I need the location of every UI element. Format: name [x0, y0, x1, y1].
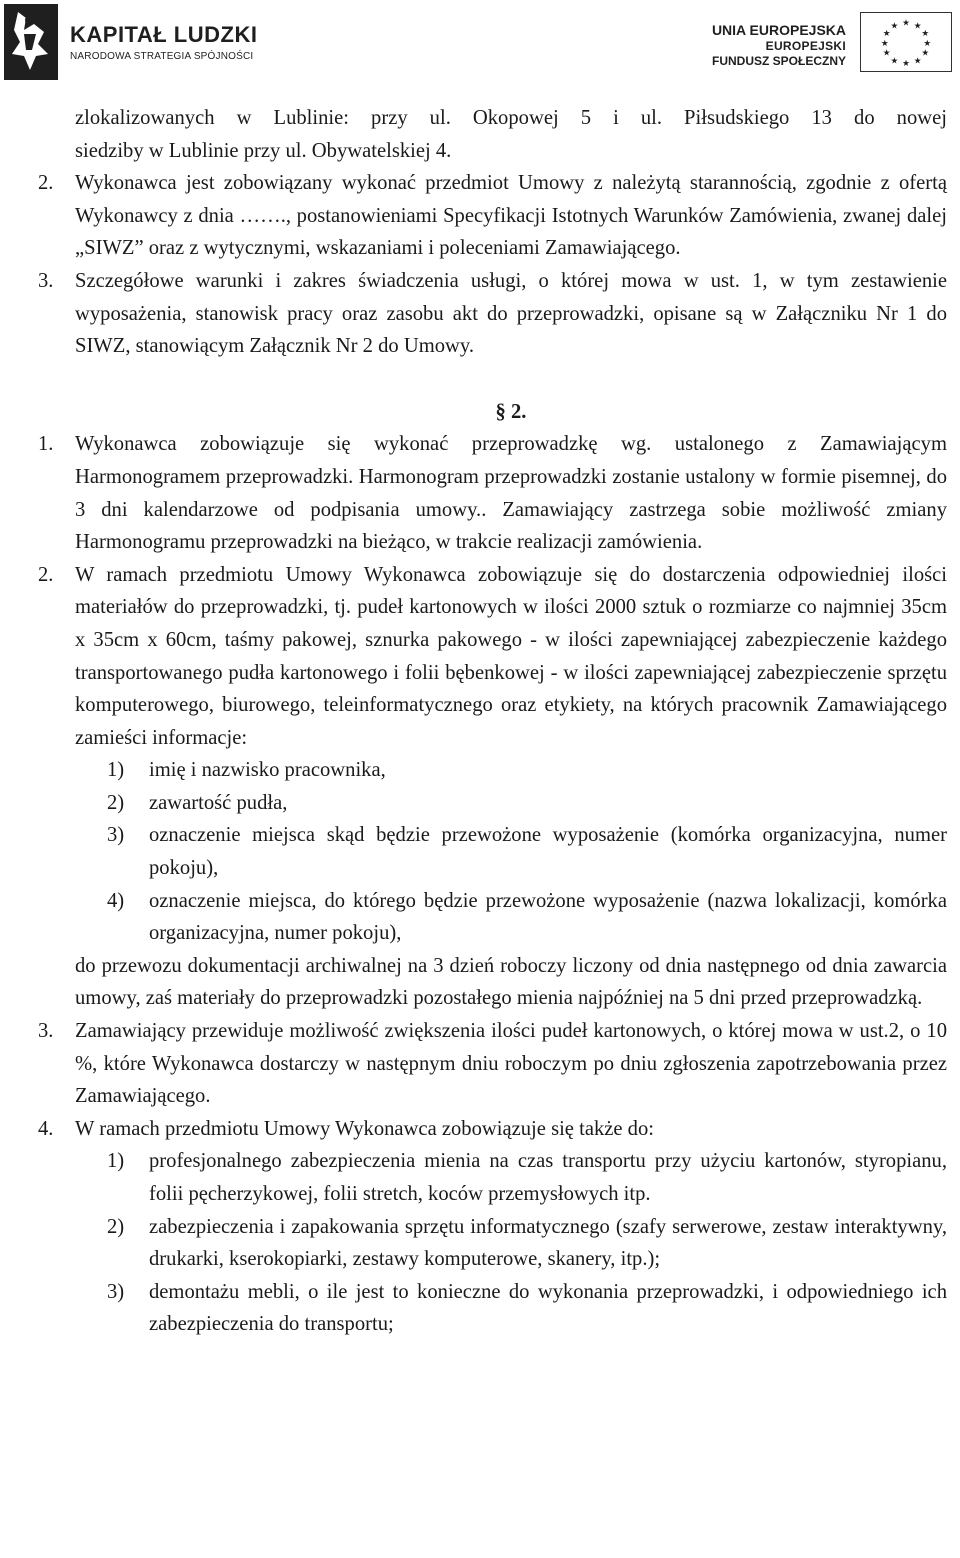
sub-item-text: zabezpieczenia i zapakowania sprzętu informatycznego (szafy serwerowe, zestaw interaktywny, drukarki, kserokopiarki, zestawy komputerowe, skanery, itp.);	[149, 1215, 947, 1271]
svg-text:★: ★	[913, 56, 922, 67]
item-closing-text: do przewozu dokumentacji archiwalnej na 3 dzień roboczy liczony od dnia następnego od dnia zawarcia umowy, zaś materiały do przeprowadzki pozostałego mienia najpóźniej na 5 dni przed przeprowadzką.	[75, 954, 947, 1010]
sub-item	[75, 754, 947, 787]
continuation-line-1: zlokalizowanych w Lublinie: przy ul. Okopowej 5 i ul. Piłsudskiego 13 do nowej	[75, 107, 947, 129]
list-item	[38, 559, 947, 1015]
sub-item-number: 1)	[107, 759, 125, 782]
sub-item-number: 3)	[107, 1280, 125, 1303]
svg-text:★: ★	[921, 29, 930, 40]
item-text: Szczegółowe warunki i zakres świadczenia usługi, o której mowa w ust. 1, w tym zestawienie wyposażenia, stanowisk pracy oraz zasobu akt do przeprowadzki, opisane są w Załączniku Nr 1 do SIWZ, stanowiącym Załącznik Nr 2 do Umowy.	[75, 269, 947, 358]
item-number: 2.	[38, 563, 54, 586]
sub-item	[75, 787, 947, 820]
sub-item-text: oznaczenie miejsca skąd będzie przewożone wyposażenie (komórka organizacyjna, numer pokoju),	[149, 824, 947, 880]
eu-flag-icon	[860, 12, 952, 72]
item-number: 4.	[38, 1117, 54, 1140]
item-text: W ramach przedmiotu Umowy Wykonawca zobowiązuje się także do:	[75, 1117, 654, 1140]
sub-item-text: zawartość pudła,	[149, 791, 288, 814]
sub-item-number: 1)	[107, 1150, 125, 1173]
list-item	[38, 167, 947, 265]
svg-text:★: ★	[902, 18, 910, 29]
section-heading: § 2.	[495, 400, 527, 423]
eu-line2: EUROPEJSKI	[765, 39, 846, 53]
svg-text:★: ★	[921, 48, 930, 59]
sub-item	[75, 1276, 947, 1341]
sub-item	[75, 1145, 947, 1210]
sub-item	[75, 819, 947, 884]
item-number: 3.	[38, 1020, 54, 1043]
sub-item-text: demontażu mebli, o ile jest to konieczne do wykonania przeprowadzki, i odpowiedniego ich zabezpieczenia do transportu;	[149, 1280, 947, 1336]
sub-item-number: 3)	[107, 824, 125, 847]
list-item	[38, 265, 947, 363]
item-number: 2.	[38, 172, 54, 195]
eu-line1: UNIA EUROPEJSKA	[711, 22, 846, 38]
sub-item-text: profesjonalnego zabezpieczenia mienia na czas transportu przy użyciu kartonów, styropianu, folii pęcherzykowej, folii stretch, koców przemysłowych itp.	[149, 1150, 947, 1205]
eu-line3: FUNDUSZ SPOŁECZNY	[711, 54, 846, 68]
sub-item	[75, 1211, 947, 1276]
svg-text:★: ★	[890, 21, 899, 32]
page-header	[0, 0, 960, 80]
sub-item-number: 4)	[107, 889, 125, 912]
logo-subtitle: NARODOWA STRATEGIA SPÓJNOŚCI	[70, 51, 254, 62]
sub-item-number: 2)	[107, 791, 125, 814]
list-item	[38, 1113, 947, 1341]
item-number: 1.	[38, 433, 54, 456]
document-body	[38, 102, 947, 1341]
kapital-ludzki-emblem-icon	[4, 4, 58, 80]
item-text: Wykonawca zobowiązuje się wykonać przeprowadzkę wg. ustalonego z Zamawiającym Harmonogramem przeprowadzki. Harmonogram przeprowadzki zostanie ustalony w formie pisemnej, do 3 dni kalendarzowe od podpisania umowy.. Zamawiający zastrzega sobie możliwość zmiany Harmonogramu przeprowadzki na bieżąco, w trakcie realizacji zamówienia.	[75, 433, 947, 554]
svg-text:★: ★	[880, 38, 889, 49]
logo-title: KAPITAŁ LUDZKI	[70, 22, 258, 47]
eu-logo-text	[712, 22, 846, 69]
sub-item	[75, 885, 947, 950]
item-number: 3.	[38, 269, 54, 292]
svg-text:★: ★	[882, 48, 891, 59]
eu-logo	[690, 10, 956, 74]
svg-text:★: ★	[902, 59, 910, 70]
item-text: Zamawiający przewiduje możliwość zwiększenia ilości pudeł kartonowych, o której mowa w ust.2, o 10 %, które Wykonawca dostarczy w następnym dniu roboczym po dniu zgłoszenia zapotrzebowania przez Zamawiającego.	[75, 1020, 947, 1108]
sub-item-number: 2)	[107, 1215, 125, 1238]
list-item	[38, 428, 947, 558]
svg-text:★: ★	[882, 29, 891, 40]
list-item	[38, 1015, 947, 1113]
item-text: Wykonawca jest zobowiązany wykonać przedmiot Umowy z należytą starannością, zgodnie z ofertą Wykonawcy z dnia ……., postanowieniami Specyfikacji Istotnych Warunków Zamówienia, zwanej dalej „SIWZ” oraz z wytycznymi, wskazaniami i poleceniami Zamawiającego.	[75, 172, 947, 260]
svg-text:★: ★	[923, 38, 932, 49]
kapital-ludzki-logo	[4, 4, 258, 80]
svg-text:★: ★	[913, 21, 922, 32]
sub-item-text: oznaczenie miejsca, do którego będzie przewożone wyposażenie (nazwa lokalizacji, komórka organizacyjna, numer pokoju),	[149, 889, 947, 945]
continuation-line-2: siedziby w Lublinie przy ul. Obywatelskiej 4.	[75, 139, 452, 162]
svg-text:★: ★	[890, 56, 899, 67]
sub-item-text: imię i nazwisko pracownika,	[149, 759, 386, 782]
item-text: W ramach przedmiotu Umowy Wykonawca zobowiązuje się do dostarczenia odpowiedniej ilości materiałów do przeprowadzki, tj. pudeł kartonowych w ilości 2000 sztuk o rozmiarze co najmniej 35cm x 35cm x 60cm, taśmy pakowej, sznurka pakowego - w ilości zapewniającej zabezpieczenie każdego transportowanego pudła kartonowego i folii bębenkowej - w ilości zapewniającej zabezpieczenie sprzętu komputerowego, biurowego, teleinformatycznego oraz etykiety, na których pracownik Zamawiającego zamieści informacje:	[75, 563, 947, 749]
